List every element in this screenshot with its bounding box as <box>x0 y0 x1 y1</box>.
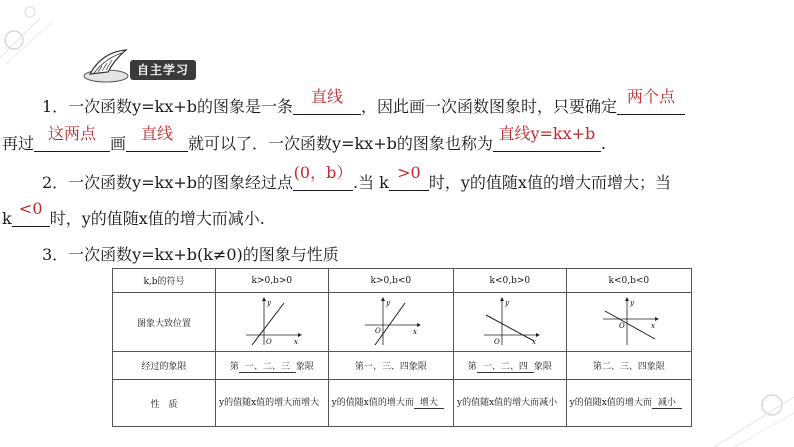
cell-quadrant-2 <box>328 352 453 380</box>
q1-answer-4: 直线 <box>141 124 174 143</box>
property-text: y的值随x值的增大而 <box>569 398 652 408</box>
q2-answer-1: (0，b） <box>293 163 353 182</box>
cell-sign-4: k<0,b<0 <box>566 269 691 293</box>
quad-text: 象限 <box>295 362 314 372</box>
quad-text: 第一、三、四象限 <box>354 362 427 372</box>
q1-answer-2: 两个点 <box>627 87 676 106</box>
origin-label: O <box>493 338 500 346</box>
q2-blank-3 <box>12 199 50 227</box>
q2-blank-2 <box>389 163 429 191</box>
q2-text-2: .当 k <box>353 173 389 192</box>
row-header-graph: 图象大致位置 <box>113 293 216 352</box>
q1-blank-2 <box>617 87 685 115</box>
graph-k-neg-b-neg <box>599 297 659 347</box>
quad-text: 第 <box>467 362 477 372</box>
row-header-sign: k,b的符号 <box>113 269 216 293</box>
graph-k-pos-b-neg <box>361 297 421 347</box>
q1-text-1: 1．一次函数y=kx+b的图象是一条 <box>42 97 293 116</box>
cell-quadrant-1 <box>216 352 329 380</box>
q1-text-3: 再过 <box>2 134 35 153</box>
cell-property-1 <box>216 380 329 427</box>
quad-text: 第二、三、四象限 <box>592 362 665 372</box>
q1-answer-5: 直线y=kx+b <box>498 124 596 143</box>
q1-text-4: 画 <box>110 134 127 153</box>
q2-text-5: 时，y的值随x值的增大而减小. <box>49 209 265 228</box>
q1-answer-3: 这两点 <box>48 124 97 143</box>
property-text: y的值随x值的增大而 <box>331 398 414 408</box>
origin-label: O <box>618 322 625 330</box>
graph-k-neg-b-pos <box>480 297 540 347</box>
cell-property-4 <box>566 380 691 427</box>
property-answer: 减小 <box>652 398 682 409</box>
cell-property-3 <box>453 380 566 427</box>
quill-icon <box>82 46 132 86</box>
property-text: y的值随x值的增大而减小 <box>456 398 558 408</box>
cell-sign-3: k<0,b>0 <box>453 269 566 293</box>
property-answer: 增大 <box>414 398 444 409</box>
q3-title: 3．一次函数y=kx+b(k≠0)的图象与性质 <box>42 245 339 264</box>
axis-x-label: x <box>531 338 536 346</box>
property-text: y的值随x值的增大而增大 <box>219 398 320 408</box>
q1-text-6: . <box>600 134 606 153</box>
q2-text-3: 时，y的值随x值的增大而增大；当 <box>428 173 671 192</box>
q1-blank-5 <box>493 124 601 152</box>
q2-text-1: 2．一次函数y=kx+b的图象经过点 <box>42 173 293 192</box>
axis-y-label: y <box>504 299 509 307</box>
cell-graph-4 <box>566 293 691 352</box>
origin-label: O <box>374 327 381 335</box>
q1-blank-4 <box>126 124 188 152</box>
table-row-quadrant <box>113 352 692 380</box>
cell-property-2 <box>328 380 453 427</box>
properties-table <box>112 268 692 427</box>
q2-answer-2: >0 <box>397 163 421 182</box>
q1-answer-1: 直线 <box>310 87 343 106</box>
cell-sign-2: k>0,b<0 <box>328 269 453 293</box>
q1-line-2 <box>2 124 606 155</box>
q1-blank-3 <box>34 124 110 152</box>
q1-text-5: 就可以了．一次函数y=kx+b的图象也称为 <box>188 134 493 153</box>
q2-line-1 <box>42 163 671 194</box>
q2-text-4: k <box>2 209 12 228</box>
quad-text: 第 <box>229 362 239 372</box>
q1-text-2: ，因此画一次函数图象时，只要确定 <box>361 97 618 116</box>
cell-sign-1: k>0,b>0 <box>216 269 329 293</box>
section-header <box>82 46 207 86</box>
q2-answer-3: <0 <box>18 199 43 218</box>
q2-blank-1 <box>293 163 353 191</box>
graph-k-pos-b-pos <box>242 297 302 347</box>
axis-y-label: y <box>385 299 390 307</box>
cell-quadrant-3 <box>453 352 566 380</box>
q1-line-1 <box>42 87 685 118</box>
quad-text: 象限 <box>533 362 552 372</box>
table-row-sign <box>113 269 692 293</box>
axis-x-label: x <box>293 338 298 346</box>
row-header-quadrant: 经过的象限 <box>113 352 216 380</box>
quad-answer: 一、二、四 <box>477 362 534 373</box>
cell-graph-1 <box>216 293 329 352</box>
table-row-property <box>113 380 692 427</box>
axis-x-label: x <box>650 322 655 330</box>
axis-y-label: y <box>266 299 271 307</box>
axis-x-label: x <box>412 328 417 336</box>
cell-graph-3 <box>453 293 566 352</box>
section-title: 自主学习 <box>130 60 196 80</box>
axis-y-label: y <box>629 299 634 307</box>
cell-graph-2 <box>328 293 453 352</box>
q1-blank-1 <box>293 87 361 115</box>
quad-answer: 一、二、三 <box>239 362 296 373</box>
cell-quadrant-4 <box>566 352 691 380</box>
row-header-property: 性 质 <box>113 380 216 427</box>
q2-line-2 <box>2 199 265 230</box>
origin-label: O <box>265 338 272 346</box>
table-row-graph <box>113 293 692 352</box>
